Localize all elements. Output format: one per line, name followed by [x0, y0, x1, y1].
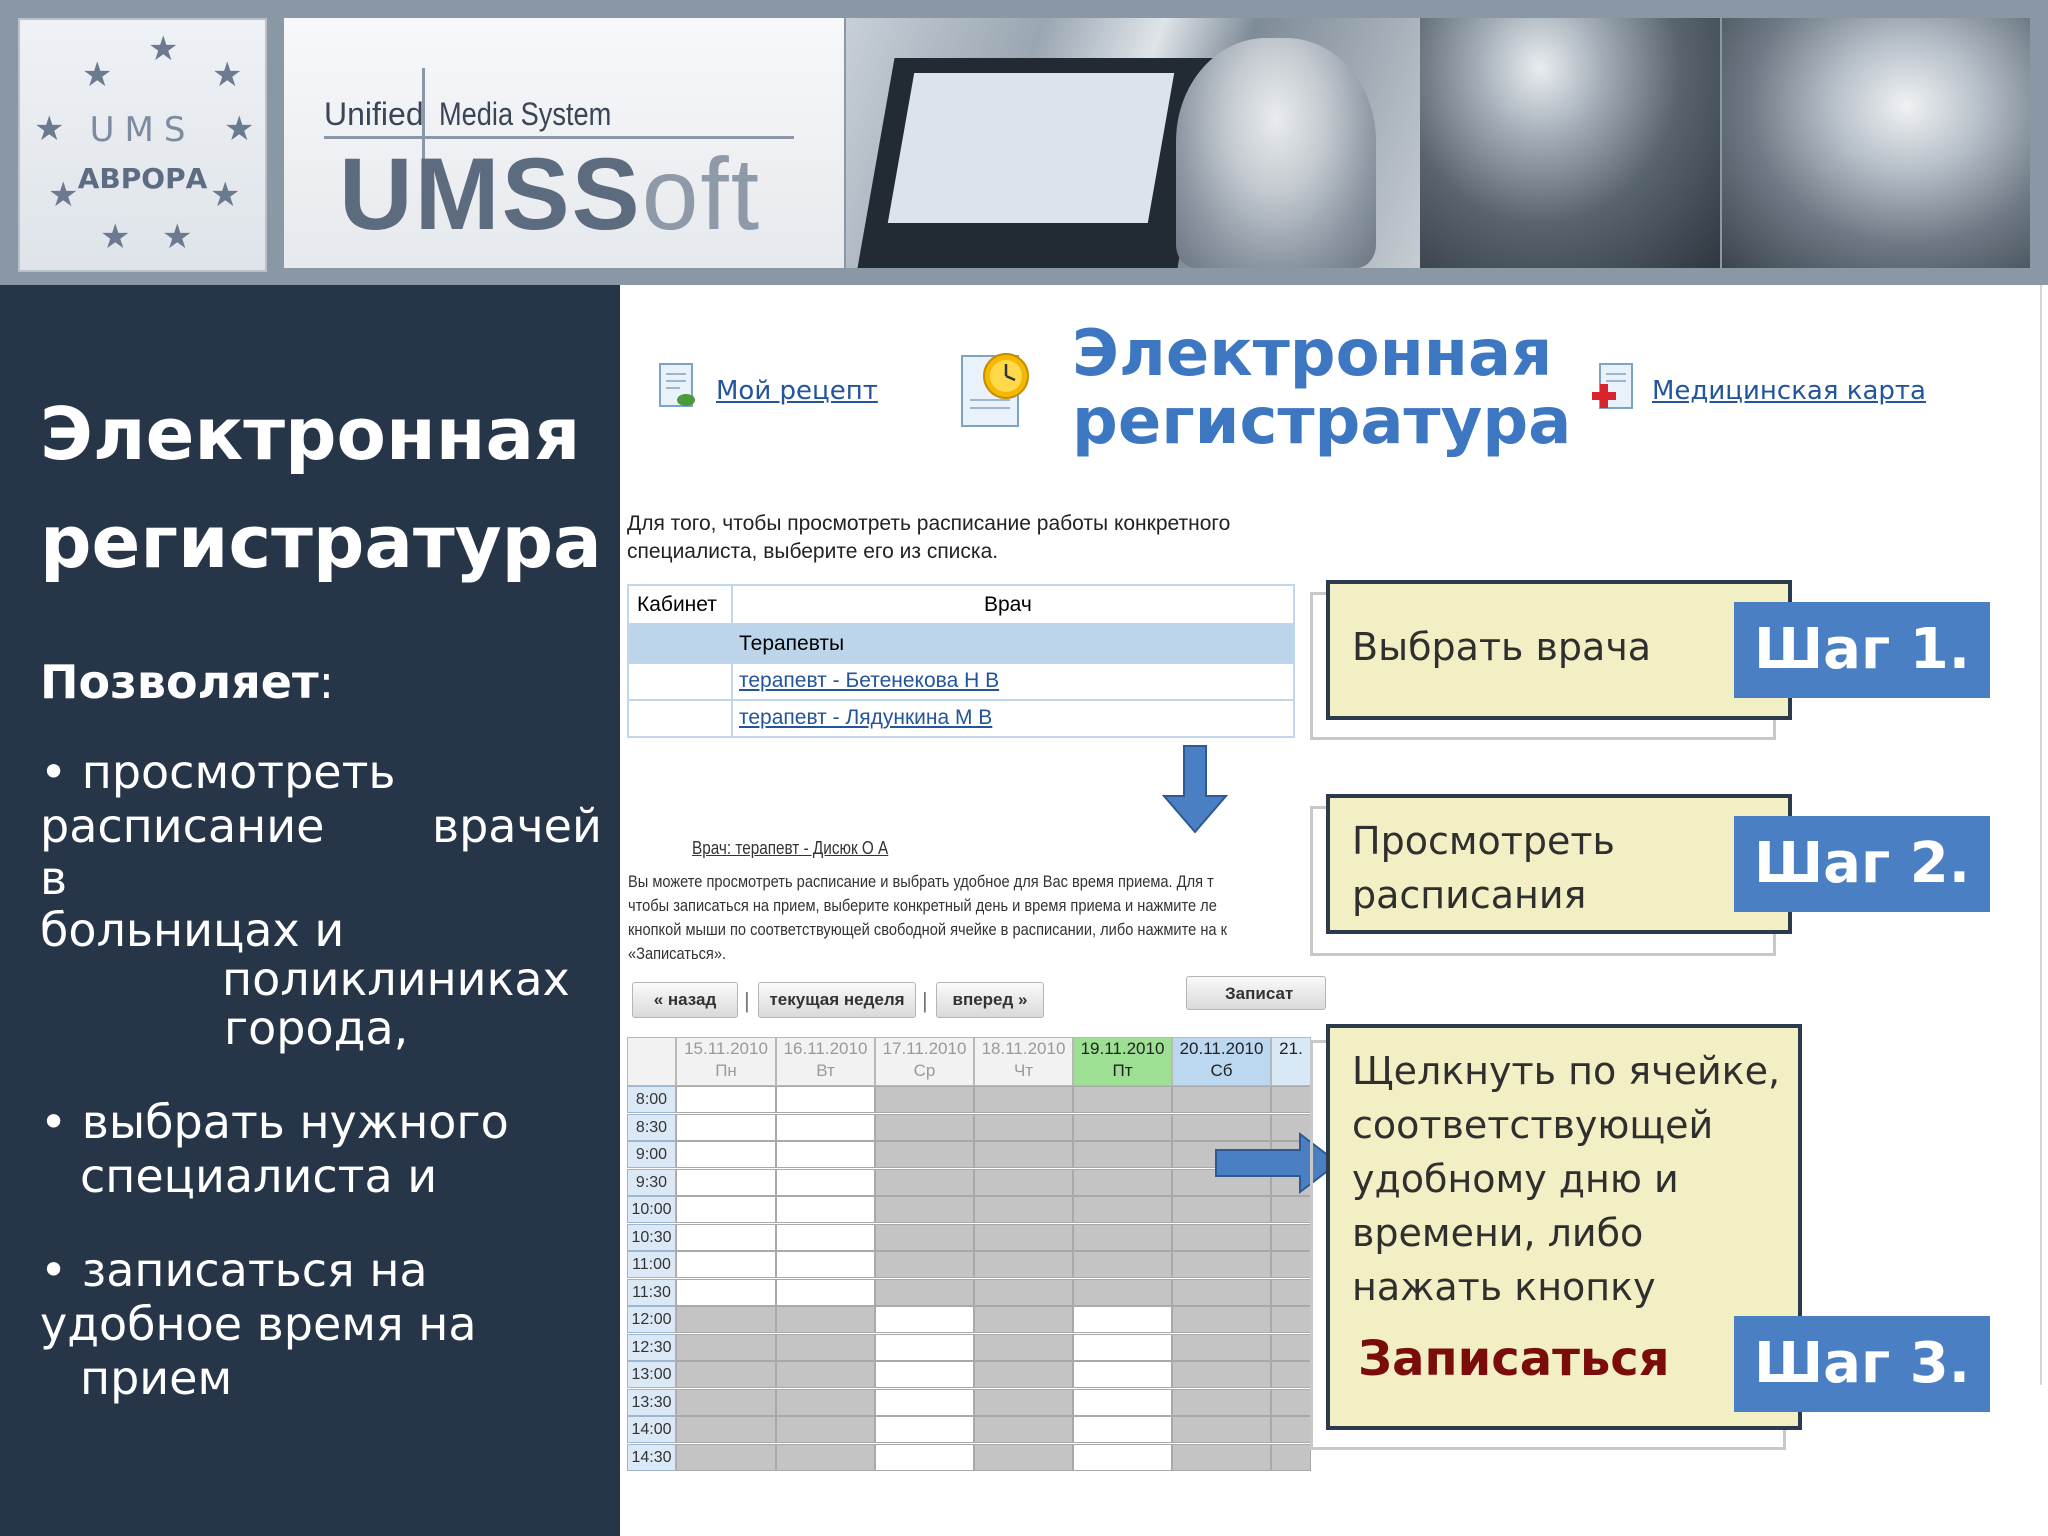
busy-slot-cell: [776, 1361, 875, 1388]
free-slot-cell[interactable]: [1073, 1444, 1172, 1471]
time-slot-label: 14:00: [627, 1416, 676, 1443]
step3-signup-word: Записаться: [1358, 1331, 1670, 1387]
schedule-instructions: [628, 870, 1228, 970]
busy-slot-cell: [776, 1389, 875, 1416]
current-week-button[interactable]: текущая неделя: [758, 982, 916, 1018]
free-slot-cell[interactable]: [676, 1196, 776, 1223]
laptop-screen-image: [888, 73, 1174, 223]
doctor-image: [1176, 38, 1376, 268]
time-slot-label: 8:30: [627, 1114, 676, 1141]
time-slot-label: 13:30: [627, 1389, 676, 1416]
time-slot-label: 14:30: [627, 1444, 676, 1471]
busy-slot-cell: [776, 1306, 875, 1333]
busy-slot-cell: [676, 1361, 776, 1388]
star-icon: ★: [148, 29, 179, 69]
logo-unified-text: Unified: [324, 96, 424, 132]
step3-line: времени, либо: [1352, 1211, 1644, 1255]
ums-avrora-logo: [18, 18, 267, 272]
free-slot-cell[interactable]: [676, 1141, 776, 1168]
time-slot-label: 9:00: [627, 1141, 676, 1168]
star-icon: ★: [210, 175, 241, 215]
my-recipe-link[interactable]: Мой рецепт: [716, 376, 878, 406]
star-icon: ★: [162, 217, 193, 257]
schedule-line: Вы можете просмотреть расписание и выбрать удобное для Вас время приема. Для т: [628, 872, 1214, 891]
down-arrow-icon: [1160, 744, 1230, 836]
col-cabinet-header: [629, 586, 733, 623]
schedule-line: чтобы записаться на прием, выберите конкретный день и время приема и нажмите ле: [628, 896, 1217, 915]
busy-slot-cell: [974, 1141, 1073, 1168]
busy-slot-cell: [1271, 1361, 1311, 1388]
star-icon: ★: [34, 109, 65, 149]
free-slot-cell[interactable]: [776, 1086, 875, 1113]
logo-umssoft-text: [339, 136, 761, 253]
busy-slot-cell: [875, 1224, 974, 1251]
right-edge-line: [2040, 285, 2042, 1385]
left-info-panel: [0, 285, 620, 1536]
intro-text: [627, 510, 1307, 566]
busy-slot-cell: [875, 1169, 974, 1196]
busy-slot-cell: [1073, 1141, 1172, 1168]
busy-slot-cell: [776, 1416, 875, 1443]
busy-slot-cell: [875, 1196, 974, 1223]
free-slot-cell[interactable]: [875, 1444, 974, 1471]
busy-slot-cell: [974, 1224, 1073, 1251]
bullet1-line3: в: [40, 851, 68, 905]
step1-tag: Шаг 1.: [1734, 602, 1990, 698]
registry-title-line2: регистратура: [1072, 385, 1572, 459]
busy-slot-cell: [974, 1389, 1073, 1416]
free-slot-cell[interactable]: [1073, 1416, 1172, 1443]
free-slot-cell[interactable]: [776, 1224, 875, 1251]
busy-slot-cell: [875, 1279, 974, 1306]
day-of-week: Сб: [1210, 1061, 1233, 1080]
busy-slot-cell: [1172, 1444, 1271, 1471]
busy-slot-cell: [974, 1416, 1073, 1443]
step3-line: Щелкнуть по ячейке,: [1352, 1049, 1781, 1093]
step2-tag: Шаг 2.: [1734, 816, 1990, 912]
signup-button[interactable]: Записат: [1186, 976, 1326, 1010]
busy-slot-cell: [1271, 1334, 1311, 1361]
busy-slot-cell: [1172, 1334, 1271, 1361]
umssoft-logo: [284, 18, 844, 268]
registry-clock-icon: [958, 348, 1038, 432]
day-of-week: Ср: [913, 1061, 936, 1080]
time-slot-label: 11:30: [627, 1279, 676, 1306]
busy-slot-cell: [875, 1114, 974, 1141]
busy-slot-cell: [1073, 1196, 1172, 1223]
signup-button-clip: [1186, 976, 1300, 1010]
allows-colon: :: [318, 655, 335, 709]
busy-slot-cell: [1271, 1444, 1311, 1471]
col-cabinet-label: Кабинет: [637, 593, 717, 616]
star-icon: ★: [224, 109, 255, 149]
photo-lab: [1722, 18, 2030, 268]
busy-slot-cell: [1271, 1196, 1311, 1223]
busy-slot-cell: [676, 1334, 776, 1361]
free-slot-cell[interactable]: [676, 1169, 776, 1196]
busy-slot-cell: [1172, 1086, 1271, 1113]
busy-slot-cell: [1073, 1279, 1172, 1306]
bullet2-line2: специалиста и: [80, 1149, 438, 1203]
busy-slot-cell: [1271, 1306, 1311, 1333]
free-slot-cell[interactable]: [776, 1141, 875, 1168]
busy-slot-cell: [776, 1334, 875, 1361]
bullet1-line4: больницах и: [40, 903, 345, 957]
step1-text: Выбрать врача: [1352, 625, 1652, 669]
day-header: [1271, 1037, 1311, 1086]
grid-corner: [627, 1037, 676, 1086]
day-header: [1172, 1037, 1271, 1086]
day-date: 18.11.2010: [981, 1039, 1066, 1058]
table-header-row: [629, 586, 1293, 625]
step3-tag: Шаг 3.: [1734, 1316, 1990, 1412]
busy-slot-cell: [974, 1444, 1073, 1471]
day-header: [1073, 1037, 1172, 1086]
free-slot-cell[interactable]: [676, 1279, 776, 1306]
free-slot-cell[interactable]: [1073, 1306, 1172, 1333]
busy-slot-cell: [974, 1251, 1073, 1278]
free-slot-cell[interactable]: [1073, 1361, 1172, 1388]
schedule-line: «Записаться».: [628, 944, 727, 963]
busy-slot-cell: [676, 1306, 776, 1333]
step3-line: удобному дню и: [1352, 1157, 1679, 1201]
bullet1-line1: • просмотреть: [40, 745, 396, 799]
group-label: Терапевты: [739, 632, 845, 655]
day-date: 15.11.2010: [684, 1039, 768, 1058]
busy-slot-cell: [875, 1251, 974, 1278]
busy-slot-cell: [1073, 1224, 1172, 1251]
busy-slot-cell: [974, 1361, 1073, 1388]
logo-ums-text: UMS: [89, 110, 196, 150]
busy-slot-cell: [875, 1086, 974, 1113]
bullet2-line1: • выбрать нужного: [40, 1095, 509, 1149]
time-slot-label: 12:00: [627, 1306, 676, 1333]
free-slot-cell[interactable]: [875, 1416, 974, 1443]
day-date: 16.11.2010: [783, 1039, 868, 1058]
panel-title: [40, 380, 602, 596]
busy-slot-cell: [1271, 1251, 1311, 1278]
time-slot-label: 11:00: [627, 1251, 676, 1278]
free-slot-cell[interactable]: [875, 1389, 974, 1416]
logo-umss: UMSS: [339, 137, 642, 251]
doctor-table: [627, 584, 1295, 738]
bullet1-line2b: врачей: [432, 799, 602, 853]
day-header: [974, 1037, 1073, 1086]
doctor-link[interactable]: терапевт - Лядункина М В: [739, 706, 993, 729]
free-slot-cell[interactable]: [776, 1196, 875, 1223]
busy-slot-cell: [1172, 1279, 1271, 1306]
logo-oft: oft: [641, 137, 762, 251]
photo-doctor-laptop: [846, 18, 1420, 268]
busy-slot-cell: [1172, 1389, 1271, 1416]
busy-slot-cell: [974, 1086, 1073, 1113]
busy-slot-cell: [676, 1389, 776, 1416]
free-slot-cell[interactable]: [875, 1306, 974, 1333]
intro-line2: специалиста, выберите его из списка.: [627, 540, 999, 563]
step2-line2: расписания: [1352, 873, 1587, 917]
table-row[interactable]: [629, 699, 1293, 736]
busy-slot-cell: [1271, 1224, 1311, 1251]
day-date: 21.: [1279, 1039, 1303, 1058]
busy-slot-cell: [1172, 1196, 1271, 1223]
busy-slot-cell: [974, 1279, 1073, 1306]
selected-doctor-label: Врач: терапевт - Дисюк О А: [692, 838, 889, 858]
logo-media-system-text: Media System: [439, 96, 612, 132]
allows-word: Позволяет: [40, 655, 319, 709]
step2-line1: Просмотреть: [1352, 819, 1615, 863]
busy-slot-cell: [974, 1196, 1073, 1223]
step1-box: [1326, 580, 1792, 720]
free-slot-cell[interactable]: [776, 1251, 875, 1278]
star-icon: ★: [100, 217, 131, 257]
recipe-icon[interactable]: [658, 362, 700, 412]
star-icon: ★: [212, 55, 243, 95]
schedule-line: кнопкой мыши по соответствующей свободной ячейке в расписании, либо нажмите на к: [628, 920, 1228, 939]
cabinet-cell: [629, 699, 733, 736]
free-slot-cell[interactable]: [676, 1224, 776, 1251]
registry-title: [1072, 317, 1572, 459]
header-banner: [0, 0, 2048, 285]
cabinet-cell: [629, 662, 733, 699]
busy-slot-cell: [1073, 1114, 1172, 1141]
day-of-week: Пт: [1112, 1061, 1133, 1080]
busy-slot-cell: [1172, 1224, 1271, 1251]
free-slot-cell[interactable]: [776, 1169, 875, 1196]
separator: |: [922, 988, 928, 1013]
back-button[interactable]: « назад: [632, 982, 738, 1018]
bullet1-line6: города,: [224, 1001, 409, 1055]
doctor-link[interactable]: терапевт - Бетенекова Н В: [739, 669, 1000, 692]
free-slot-cell[interactable]: [676, 1114, 776, 1141]
time-slot-label: 10:00: [627, 1196, 676, 1223]
bullet1-line5: поликлиниках: [222, 952, 570, 1006]
busy-slot-cell: [974, 1169, 1073, 1196]
busy-slot-cell: [974, 1306, 1073, 1333]
day-of-week: Вт: [816, 1061, 835, 1080]
day-header: [875, 1037, 974, 1086]
bullet3-line1: • записаться на: [40, 1243, 428, 1297]
day-header: [776, 1037, 875, 1086]
time-slot-label: 8:00: [627, 1086, 676, 1113]
busy-slot-cell: [974, 1334, 1073, 1361]
panel-title-line1: Электронная: [40, 392, 581, 476]
free-slot-cell[interactable]: [776, 1114, 875, 1141]
medical-card-icon[interactable]: [1590, 362, 1636, 414]
free-slot-cell[interactable]: [875, 1361, 974, 1388]
forward-button[interactable]: вперед »: [936, 982, 1044, 1018]
day-date: 19.11.2010: [1080, 1039, 1165, 1058]
panel-title-line2: регистратура: [40, 500, 602, 584]
registry-title-line1: Электронная: [1072, 317, 1553, 391]
time-slot-label: 10:30: [627, 1224, 676, 1251]
bullet1-line2a: расписание: [40, 799, 325, 853]
time-slot-label: 13:00: [627, 1361, 676, 1388]
free-slot-cell[interactable]: [875, 1334, 974, 1361]
bullet3-line2: удобное время на: [40, 1297, 477, 1351]
busy-slot-cell: [1073, 1169, 1172, 1196]
busy-slot-cell: [676, 1444, 776, 1471]
day-date: 17.11.2010: [882, 1039, 967, 1058]
star-icon: ★: [82, 55, 113, 95]
day-of-week: Пн: [715, 1061, 737, 1080]
step2-box: [1326, 794, 1792, 934]
step3-line: нажать кнопку: [1352, 1265, 1656, 1309]
step3-line: соответствующей: [1352, 1103, 1714, 1147]
photo-surgery: [1420, 18, 1720, 268]
time-slot-label: 12:30: [627, 1334, 676, 1361]
allows-label: [40, 655, 334, 709]
medical-card-link[interactable]: Медицинская карта: [1652, 376, 1926, 406]
busy-slot-cell: [1172, 1416, 1271, 1443]
separator: |: [744, 988, 750, 1013]
table-row[interactable]: [629, 662, 1293, 701]
busy-slot-cell: [1172, 1251, 1271, 1278]
free-slot-cell[interactable]: [676, 1251, 776, 1278]
free-slot-cell[interactable]: [676, 1086, 776, 1113]
free-slot-cell[interactable]: [1073, 1334, 1172, 1361]
free-slot-cell[interactable]: [776, 1279, 875, 1306]
busy-slot-cell: [1073, 1086, 1172, 1113]
step3-box: [1326, 1024, 1802, 1430]
busy-slot-cell: [974, 1114, 1073, 1141]
busy-slot-cell: [1172, 1361, 1271, 1388]
logo-avrora-text: АВРОРА: [77, 162, 208, 195]
day-date: 20.11.2010: [1179, 1039, 1264, 1058]
busy-slot-cell: [875, 1141, 974, 1168]
busy-slot-cell: [1271, 1279, 1311, 1306]
group-row: [629, 625, 1293, 664]
busy-slot-cell: [1271, 1389, 1311, 1416]
busy-slot-cell: [1172, 1306, 1271, 1333]
col-doctor-label: Врач: [984, 593, 1032, 616]
busy-slot-cell: [1271, 1416, 1311, 1443]
busy-slot-cell: [676, 1416, 776, 1443]
bullet3-line3: прием: [80, 1351, 233, 1405]
busy-slot-cell: [1073, 1251, 1172, 1278]
free-slot-cell[interactable]: [1073, 1389, 1172, 1416]
star-icon: ★: [48, 175, 79, 215]
busy-slot-cell: [1271, 1086, 1311, 1113]
schedule-grid: [627, 1037, 1303, 1466]
time-slot-label: 9:30: [627, 1169, 676, 1196]
busy-slot-cell: [776, 1444, 875, 1471]
day-of-week: Чт: [1013, 1061, 1034, 1080]
day-header: [676, 1037, 776, 1086]
intro-line1: Для того, чтобы просмотреть расписание работы конкретного: [627, 512, 1231, 535]
